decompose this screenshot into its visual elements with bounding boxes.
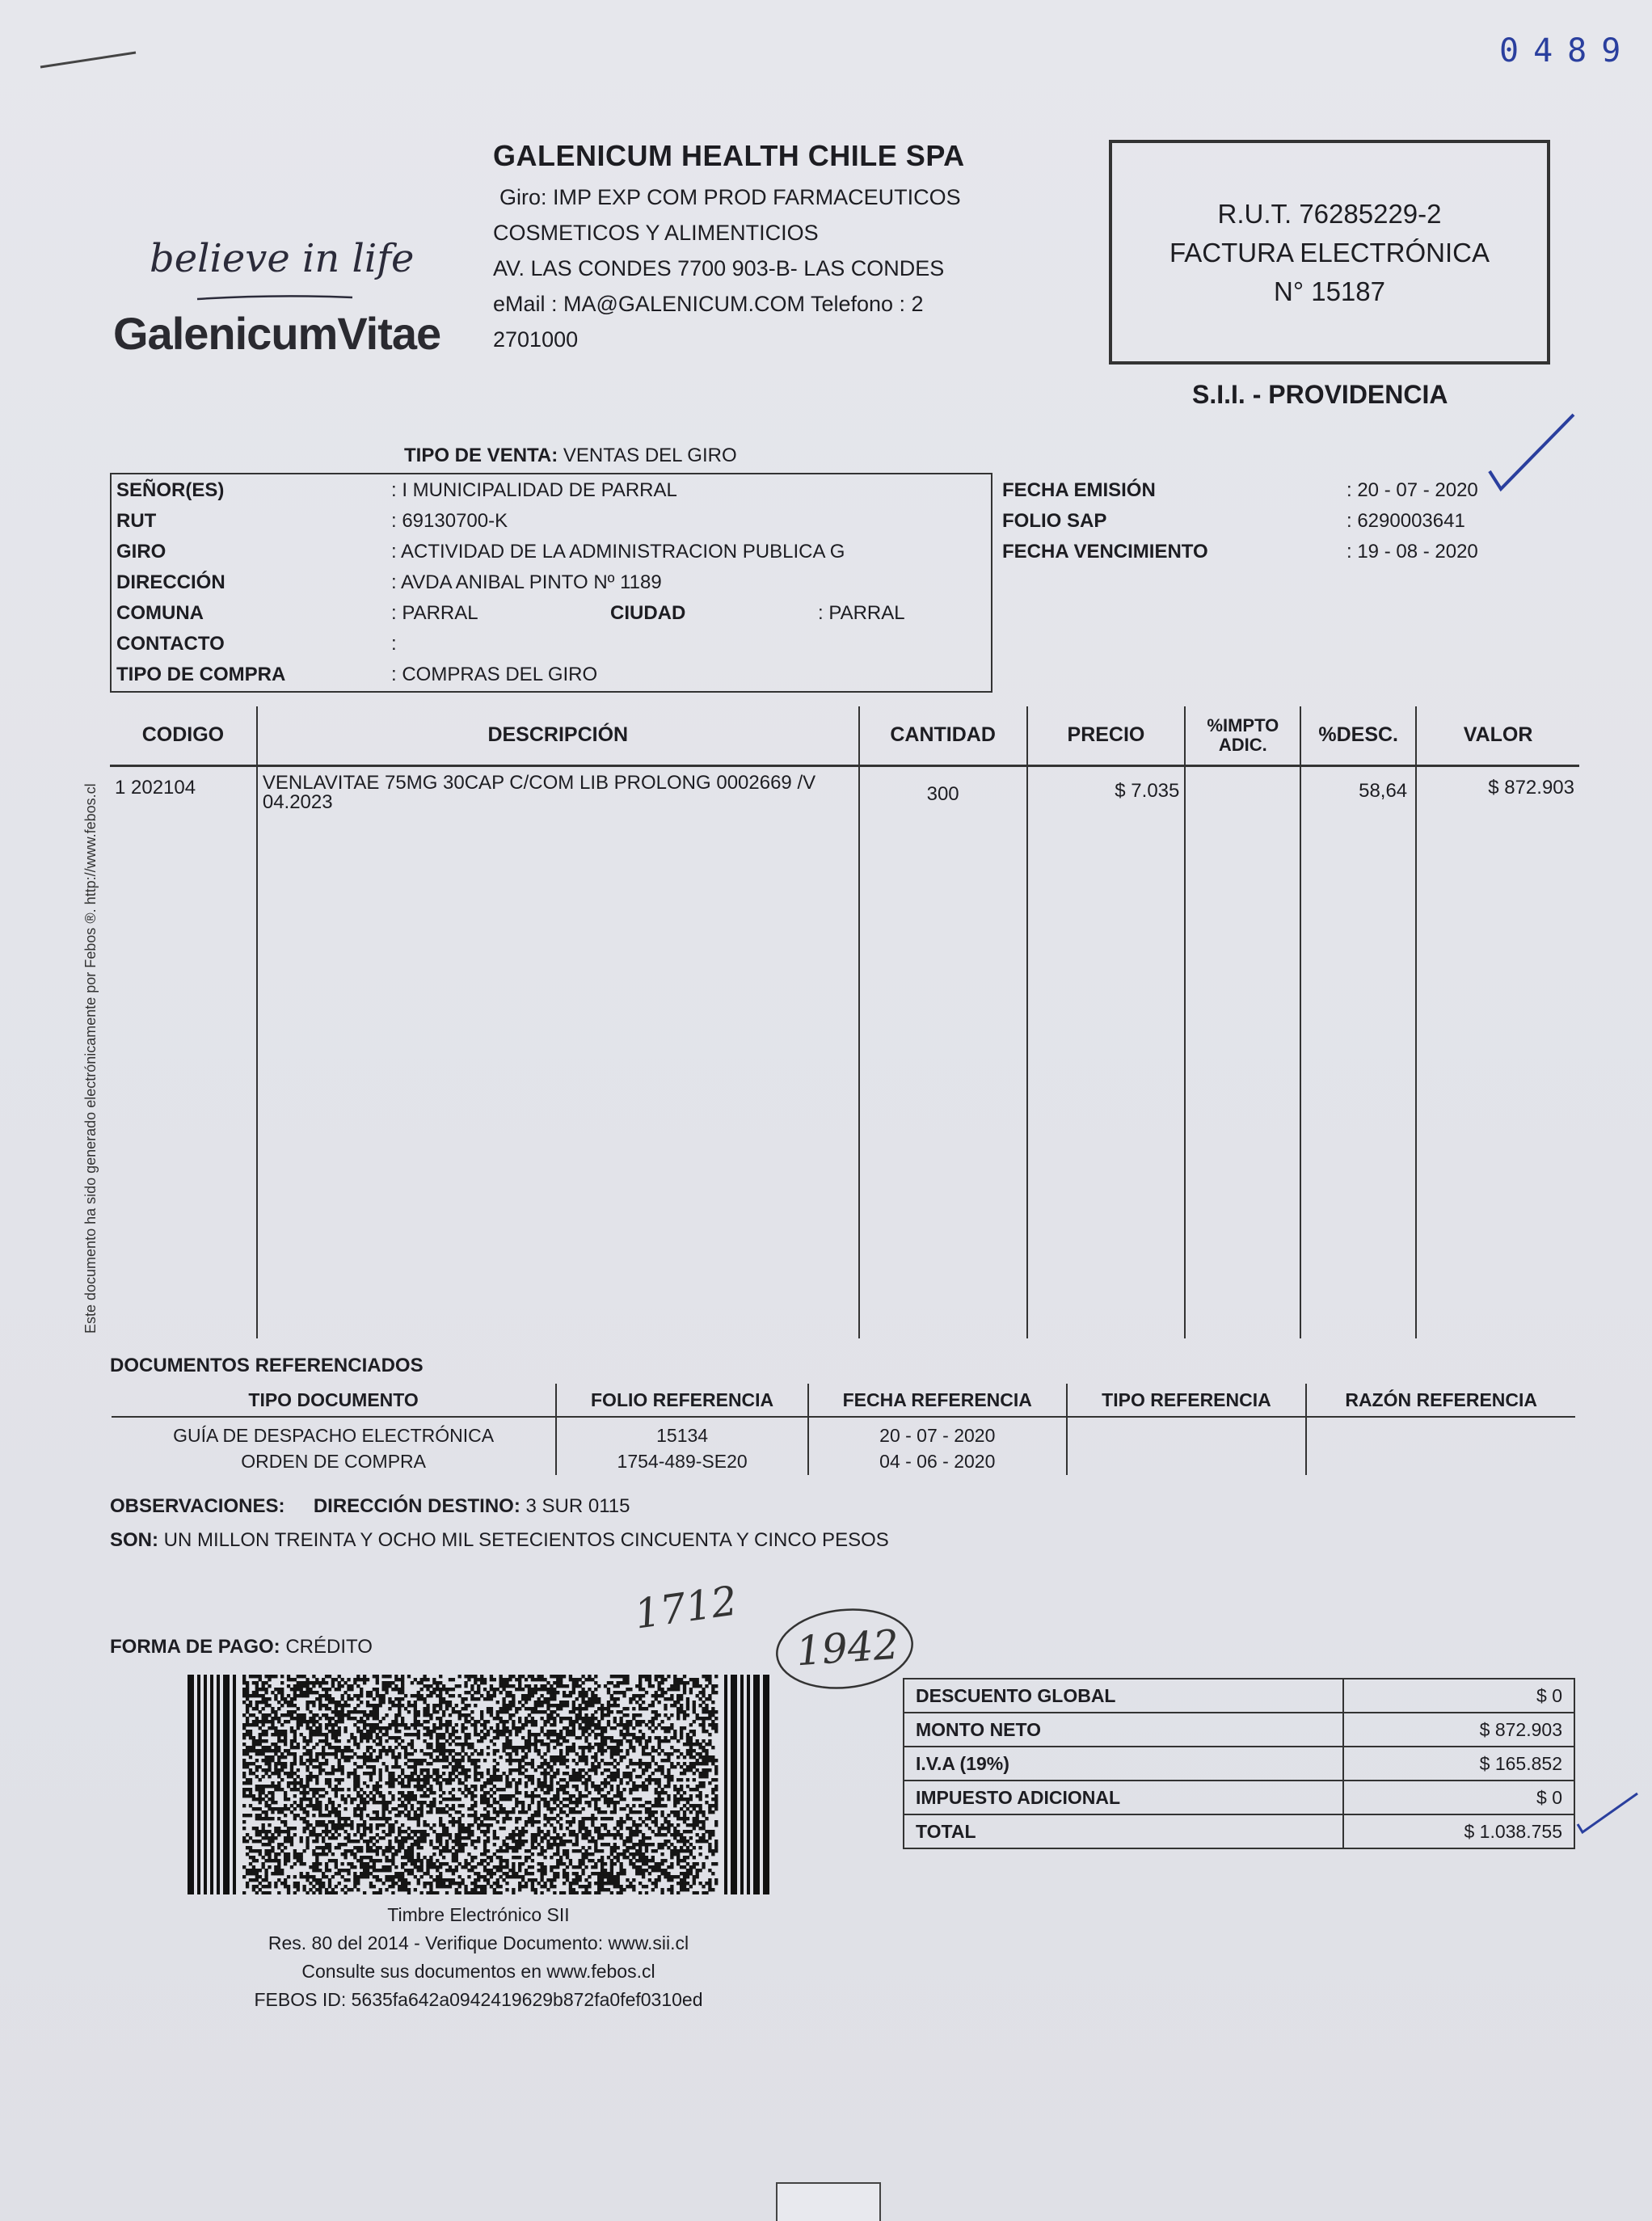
ref-cell-razon: [1306, 1417, 1576, 1476]
client-value: :: [391, 633, 397, 655]
company-line: AV. LAS CONDES 7700 903-B- LAS CONDES: [493, 256, 945, 280]
references-table: [110, 1382, 1577, 1477]
handwritten-number: 0489: [1499, 32, 1636, 70]
client-value: : COMPRAS DEL GIRO: [391, 664, 598, 685]
logo-tagline: believe in life: [150, 236, 415, 281]
totals-label: TOTAL: [904, 1814, 1343, 1848]
staple-mark: [32, 44, 145, 77]
timbre-block: [188, 1901, 769, 2014]
cell-desc: 58,64: [1300, 765, 1416, 1339]
company-name: GALENICUM HEALTH CHILE SPA: [493, 139, 965, 172]
son-label: SON:: [110, 1529, 158, 1551]
febos-side-text: Este documento ha sido generado electrónicamente por Febos ®. http://www.febos.cl: [82, 783, 99, 1334]
totals-label: I.V.A (19%): [904, 1747, 1343, 1781]
date-label: FECHA EMISIÓN: [1002, 479, 1156, 501]
checkmark-icon: [1483, 408, 1580, 497]
table-row: [109, 765, 1580, 1339]
client-label: CONTACTO: [116, 633, 225, 655]
col-header-descripcion: DESCRIPCIÓN: [257, 706, 859, 765]
son-value: UN MILLON TREINTA Y OCHO MIL SETECIENTOS CINCUENTA Y CINCO PESOS: [163, 1529, 889, 1551]
ref-folio: 1754-489-SE20: [617, 1451, 748, 1472]
company-line: 2701000: [493, 327, 579, 352]
handwritten-note: 1712: [631, 1577, 740, 1638]
timbre-line: Res. 80 del 2014 - Verifique Documento: www.sii.cl: [268, 1932, 689, 1953]
date-value: : 19 - 08 - 2020: [1346, 541, 1478, 563]
totals-value: $ 872.903: [1343, 1713, 1574, 1747]
referencias-title: DOCUMENTOS REFERENCIADOS: [110, 1355, 424, 1376]
totals-label: DESCUENTO GLOBAL: [904, 1679, 1343, 1713]
logo-underline: [194, 293, 356, 304]
ref-col-header: TIPO DOCUMENTO: [111, 1383, 556, 1417]
col-header-desc: %DESC.: [1300, 706, 1416, 765]
cell-valor: $ 872.903: [1488, 776, 1574, 799]
totals-value: $ 0: [1343, 1679, 1574, 1713]
company-details: [493, 179, 961, 357]
references-header-row: [111, 1383, 1576, 1417]
document-type: FACTURA ELECTRÓNICA: [1169, 238, 1490, 268]
tipo-venta-value: VENTAS DEL GIRO: [563, 445, 737, 466]
totals-row: [904, 1713, 1574, 1747]
timbre-line: Consulte sus documentos en www.febos.cl: [301, 1961, 655, 1982]
forma-pago-value: CRÉDITO: [285, 1636, 373, 1658]
company-line: COSMETICOS Y ALIMENTICIOS: [493, 221, 819, 245]
references-body-row: [111, 1417, 1576, 1476]
total-checkmark-icon: [1576, 1790, 1641, 1839]
date-value: : 20 - 07 - 2020: [1346, 479, 1478, 501]
timbre-line: FEBOS ID: 5635fa642a0942419629b872fa0fef0310ed: [254, 1989, 703, 2010]
client-label: RUT: [116, 510, 157, 532]
client-value: : 69130700-K: [391, 510, 508, 532]
ref-cell-folio: [556, 1417, 808, 1476]
totals-table: [903, 1678, 1575, 1849]
underlying-sheet-edge: [776, 2182, 881, 2221]
items-header-row: [109, 706, 1580, 765]
col-header-valor: VALOR: [1416, 706, 1580, 765]
totals-row: [904, 1679, 1574, 1713]
client-label: GIRO: [116, 541, 166, 563]
rut-number: R.U.T. 76285229-2: [1217, 199, 1442, 229]
cell-cantidad: 300: [859, 765, 1027, 1339]
barcode: [188, 1675, 769, 1894]
client-label: COMUNA: [116, 602, 204, 624]
totals-label: IMPUESTO ADICIONAL: [904, 1781, 1343, 1814]
client-label: DIRECCIÓN: [116, 571, 225, 593]
handwritten-note: 1942: [794, 1620, 901, 1675]
date-label: FOLIO SAP: [1002, 510, 1107, 532]
ref-cell-tipo: [111, 1417, 556, 1476]
ref-tipo: ORDEN DE COMPRA: [241, 1451, 426, 1472]
ref-fecha: 04 - 06 - 2020: [879, 1451, 996, 1472]
col-header-codigo: CODIGO: [109, 706, 257, 765]
ref-tipo: GUÍA DE DESPACHO ELECTRÓNICA: [173, 1425, 495, 1446]
col-header-precio: PRECIO: [1027, 706, 1186, 765]
col-header-cantidad: CANTIDAD: [859, 706, 1027, 765]
direccion-destino-value: 3 SUR 0115: [525, 1495, 630, 1517]
ref-col-header: TIPO REFERENCIA: [1067, 1383, 1307, 1417]
tipo-venta-label: TIPO DE VENTA:: [404, 445, 558, 466]
client-labels: [116, 475, 285, 690]
client-value: : PARRAL: [391, 602, 478, 624]
totals-value: $ 165.852: [1343, 1747, 1574, 1781]
company-line: eMail : MA@GALENICUM.COM Telefono : 2: [493, 292, 924, 316]
ref-cell-tipo-ref: [1067, 1417, 1307, 1476]
items-table: [108, 705, 1581, 1340]
sii-office: S.I.I. - PROVIDENCIA: [1192, 380, 1448, 409]
ref-folio: 15134: [656, 1425, 709, 1446]
rut-box: [1109, 140, 1550, 365]
cell-impto: [1185, 765, 1300, 1339]
ref-cell-fecha: [808, 1417, 1067, 1476]
date-values: [1346, 475, 1478, 567]
direccion-destino-label: DIRECCIÓN DESTINO:: [313, 1495, 520, 1517]
cell-descripcion: VENLAVITAE 75MG 30CAP C/COM LIB PROLONG 0002669 /V 04.2023: [257, 765, 859, 1339]
totals-value: $ 1.038.755: [1464, 1820, 1562, 1842]
totals-row: [904, 1814, 1574, 1848]
client-value: : I MUNICIPALIDAD DE PARRAL: [391, 479, 677, 501]
totals-value: $ 0: [1343, 1781, 1574, 1814]
date-label: FECHA VENCIMIENTO: [1002, 541, 1208, 563]
observaciones: [110, 1495, 630, 1518]
cell-codigo: 1 202104: [109, 765, 257, 1339]
observaciones-label: OBSERVACIONES:: [110, 1495, 285, 1517]
forma-pago-label: FORMA DE PAGO:: [110, 1636, 280, 1658]
forma-pago: [110, 1636, 373, 1658]
client-value: : ACTIVIDAD DE LA ADMINISTRACION PUBLICA G: [391, 541, 845, 563]
ciudad-value: : PARRAL: [818, 602, 905, 624]
client-label: TIPO DE COMPRA: [116, 664, 286, 685]
ref-col-header: FOLIO REFERENCIA: [556, 1383, 808, 1417]
date-value: : 6290003641: [1346, 510, 1465, 532]
totals-label: MONTO NETO: [904, 1713, 1343, 1747]
logo: GalenicumVitae: [113, 308, 441, 359]
ref-fecha: 20 - 07 - 2020: [879, 1425, 996, 1446]
totals-row: [904, 1781, 1574, 1814]
cell-precio: $ 7.035: [1027, 765, 1186, 1339]
pdf417-barcode: [188, 1675, 769, 1894]
date-labels: [1002, 475, 1208, 567]
client-label: SEÑOR(ES): [116, 479, 225, 501]
col-header-impto: %IMPTO ADIC.: [1185, 706, 1300, 765]
totals-row: [904, 1747, 1574, 1781]
timbre-line: Timbre Electrónico SII: [387, 1904, 570, 1925]
client-value: : AVDA ANIBAL PINTO Nº 1189: [391, 571, 662, 593]
invoice-number: N° 15187: [1274, 276, 1385, 306]
tipo-venta: [404, 445, 737, 467]
ref-col-header: FECHA REFERENCIA: [808, 1383, 1067, 1417]
son-line: [110, 1529, 889, 1552]
ref-col-header: RAZÓN REFERENCIA: [1306, 1383, 1576, 1417]
company-line: Giro: IMP EXP COM PROD FARMACEUTICOS: [499, 185, 961, 209]
ciudad-label: CIUDAD: [610, 602, 686, 624]
client-values: [391, 475, 845, 690]
